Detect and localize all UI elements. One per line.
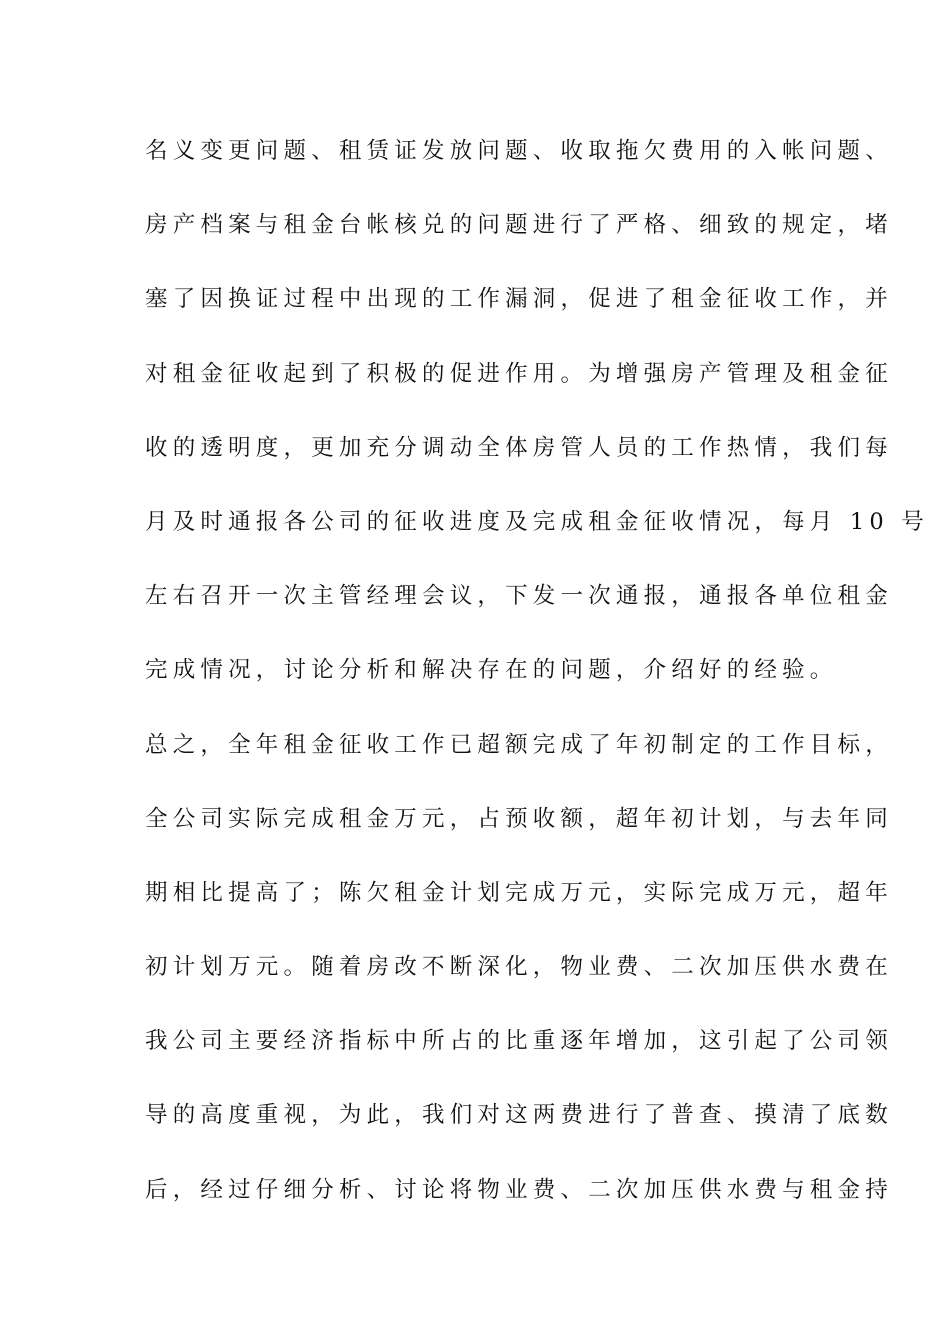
text-line: 后，经过仔细分析、讨论将物业费、二次加压供水费与租金持 [145, 1176, 893, 1203]
text-line: 房产档案与租金台帐核兑的问题进行了严格、细致的规定，堵 [145, 212, 893, 239]
text-line: 全公司实际完成租金万元，占预收额，超年初计划，与去年同 [145, 805, 893, 832]
text-line: 月及时通报各公司的征收进度及完成租金征收情况，每月 10 号 [145, 508, 929, 535]
text-line: 塞了因换证过程中出现的工作漏洞，促进了租金征收工作，并 [145, 286, 893, 313]
text-line: 对租金征收起到了积极的促进作用。为增强房产管理及租金征 [145, 360, 893, 387]
text-line: 收的透明度，更加充分调动全体房管人员的工作热情，我们每 [145, 434, 893, 461]
text-line: 左右召开一次主管经理会议，下发一次通报，通报各单位租金 [145, 583, 893, 610]
text-line: 我公司主要经济指标中所占的比重逐年增加，这引起了公司领 [145, 1028, 893, 1055]
body-text [145, 131, 929, 1244]
text-line: 期相比提高了；陈欠租金计划完成万元，实际完成万元，超年 [145, 879, 893, 906]
text-line: 导的高度重视，为此，我们对这两费进行了普查、摸清了底数 [145, 1102, 893, 1129]
text-line: 完成情况，讨论分析和解决存在的问题，介绍好的经验。 [145, 657, 838, 684]
text-line: 名义变更问题、租赁证发放问题、收取拖欠费用的入帐问题、 [145, 138, 893, 164]
text-line: 初计划万元。随着房改不断深化，物业费、二次加压供水费在 [145, 954, 893, 981]
text-line: 总之，全年租金征收工作已超额完成了年初制定的工作目标， [145, 731, 893, 758]
